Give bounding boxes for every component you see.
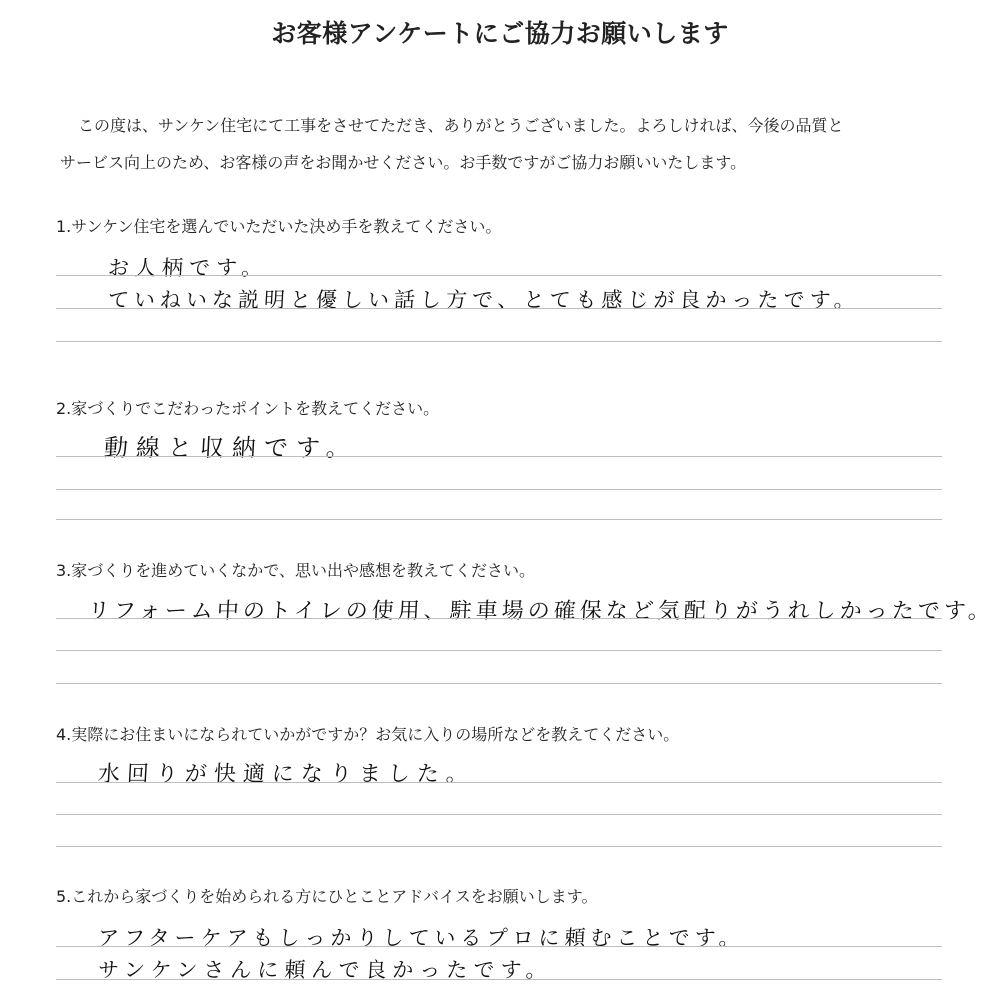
answer-rule: [56, 846, 942, 847]
question-1-answer-2: ていねいな説明と優しい話し方で、とても感じが良かったです。: [107, 288, 861, 312]
question-4-answer-1: 水回りが快適になりました。: [97, 762, 476, 787]
question-2-answer-1: 動線と収納です。: [103, 434, 359, 462]
question-5-answer-2: サンケンさんに頼んで良かったです。: [97, 958, 554, 982]
answer-rule: [56, 618, 942, 619]
answer-rule: [56, 814, 942, 815]
answer-rule: [56, 946, 942, 947]
question-2-label: 2.家づくりでこだわったポイントを教えてください。: [56, 399, 440, 418]
intro-line-1: この度は、サンケン住宅にて工事をさせてただき、ありがとうございました。よろしければ、今後の品質と: [78, 116, 844, 135]
answer-rule: [56, 782, 942, 783]
answer-rule: [56, 341, 942, 342]
answer-rule: [56, 650, 942, 651]
question-1-label: 1.サンケン住宅を選んでいただいた決め手を教えてください。: [56, 217, 502, 236]
answer-rule: [56, 456, 942, 457]
question-3-label: 3.家づくりを進めていくなかで、思い出や感想を教えてください。: [56, 561, 535, 580]
answer-rule: [56, 489, 942, 490]
page-title: お客様アンケートにご協力お願いします: [271, 19, 729, 48]
answer-rule: [56, 308, 942, 309]
answer-rule: [56, 979, 942, 980]
question-4-label: 4.実際にお住まいになられていかがですか？お気に入りの場所などを教えてください。: [56, 725, 680, 744]
question-5-answer-1: アフターケアもしっかりしているプロに頼むことです。: [97, 926, 746, 950]
intro-line-2: サービス向上のため、お客様の声をお聞かせください。お手数ですがご協力お願いいたします。: [60, 153, 747, 172]
question-5-label: 5.これから家づくりを始められる方にひとことアドバイスをお願いします。: [56, 887, 598, 906]
answer-rule: [56, 519, 942, 520]
answer-rule: [56, 275, 942, 276]
question-3-answer-1: リフォーム中のトイレの使用、駐車場の確保など気配りがうれしかったです。: [87, 599, 995, 624]
question-1-answer-1: お人柄です。: [107, 256, 269, 280]
answer-rule: [56, 683, 942, 684]
